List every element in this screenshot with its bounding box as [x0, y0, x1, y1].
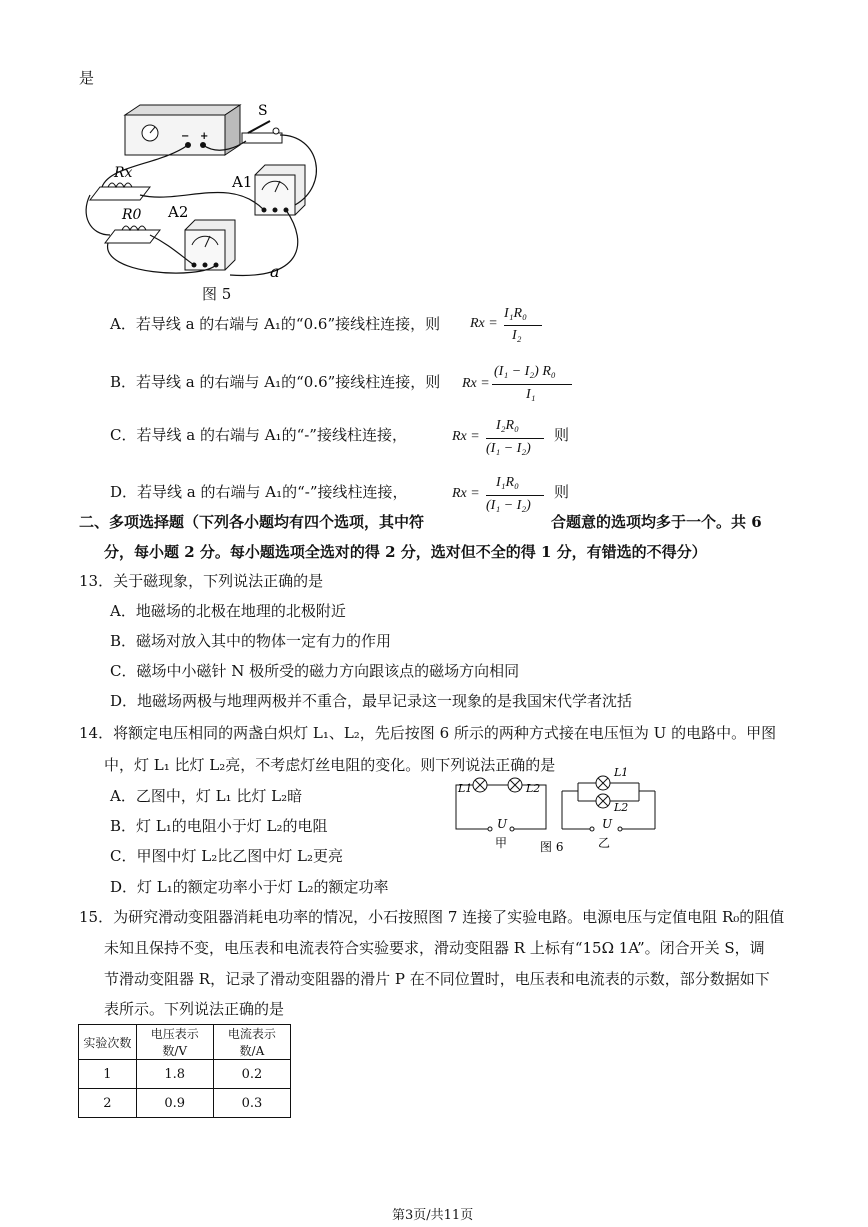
label-a: a [270, 262, 280, 281]
resistor-r0-icon [105, 226, 160, 243]
svg-text:L2: L2 [614, 801, 629, 814]
table-header-cell: 电流表示数/A [213, 1025, 290, 1060]
table-cell: 0.2 [213, 1060, 290, 1089]
formula-b: Rx = (I₁ − I₂) R₀ I₁ [462, 364, 582, 404]
section-2-heading-left: 二、多项选择题（下列各小题均有四个选项，其中符 [79, 513, 425, 531]
label-r0: R0 [122, 207, 142, 223]
q15-data-table [78, 1024, 291, 1118]
switch-icon [242, 121, 282, 143]
q15-stem-line2: 未知且保持不变，电压表和电流表符合实验要求，滑动变阻器 R 上标有“15Ω 1A”。闭合开关 S，调 [104, 939, 765, 957]
q15-stem-line1: 15．为研究滑动变阻器消耗电功率的情况，小石按照图 7 连接了实验电路。电源电压与定值电阻 R₀的阻值 [79, 908, 785, 926]
table-cell: 1 [79, 1060, 137, 1089]
ammeter-a1-icon [255, 165, 305, 215]
page-footer: 第3页/共11页 [392, 1208, 474, 1223]
table-cell: 0.9 [136, 1089, 213, 1118]
figure-5-apparatus [80, 95, 350, 285]
label-a2: A2 [168, 203, 189, 221]
q14-option-d[interactable]: D．灯 L₁的额定功率小于灯 L₂的额定功率 [110, 878, 389, 896]
q14-option-c[interactable]: C．甲图中灯 L₂比乙图中灯 L₂更亮 [110, 847, 343, 865]
table-header-row [79, 1025, 291, 1060]
fig6-label-yi: 乙 [598, 836, 611, 850]
q15-stem-line3: 节滑动变阻器 R，记录了滑动变阻器的滑片 P 在不同位置时，电压表和电流表的示数，部分数据如下 [104, 970, 770, 988]
table-row [79, 1089, 291, 1118]
q13-option-a[interactable]: A．地磁场的北极在地理的北极附近 [110, 602, 346, 620]
table-header-cell: 实验次数 [79, 1025, 137, 1060]
q13-option-c[interactable]: C．磁场中小磁针 N 极所受的磁力方向跟该点的磁场方向相同 [110, 662, 520, 680]
svg-text:+: + [200, 131, 209, 142]
formula-d: Rx = I₁R₀ (I₁ − I₂) [452, 475, 552, 517]
table-cell: 1.8 [136, 1060, 213, 1089]
formula-a: Rx = I₁R₀ I₂ [470, 306, 550, 346]
label-s: S [258, 103, 268, 119]
section-2-heading-right: 合题意的选项均多于一个。共 6 [551, 513, 762, 531]
svg-text:U: U [497, 817, 508, 831]
power-supply-icon [125, 105, 240, 155]
formula-c: Rx = I₂R₀ (I₁ − I₂) [452, 418, 552, 460]
table-header-cell: 电压表示数/V [136, 1025, 213, 1060]
label-rx: Rx [114, 165, 133, 181]
figure-5-caption: 图 5 [202, 285, 232, 303]
table-cell: 2 [79, 1089, 137, 1118]
label-a1: A1 [232, 173, 253, 191]
table-cell: 0.3 [213, 1089, 290, 1118]
q14-stem-line1: 14．将额定电压相同的两盏白炽灯 L₁、L₂，先后按图 6 所示的两种方式接在电压恒为 U 的电路中。甲图 [79, 724, 777, 742]
q14-option-b[interactable]: B．灯 L₁的电阻小于灯 L₂的电阻 [110, 817, 328, 835]
resistor-rx-icon [90, 183, 150, 200]
svg-text:U: U [602, 817, 613, 831]
q13-option-b[interactable]: B．磁场对放入其中的物体一定有力的作用 [110, 632, 392, 650]
section-2-scoring: 分，每小题 2 分。每小题选项全选对的得 2 分，选对但不全的得 1 分，有错选的不得分） [104, 543, 707, 561]
fig6-caption: 图 6 [540, 840, 564, 854]
svg-text:L2: L2 [526, 782, 541, 795]
q13-option-d[interactable]: D．地磁场两极与地理两极并不重合，最早记录这一现象的是我国宋代学者沈括 [110, 692, 633, 710]
q13-stem: 13．关于磁现象，下列说法正确的是 [79, 572, 324, 590]
svg-text:−: − [181, 131, 190, 142]
table-row [79, 1060, 291, 1089]
svg-text:L1: L1 [458, 782, 473, 795]
ammeter-a2-icon [185, 220, 235, 270]
figure-6-circuits [450, 765, 665, 855]
q14-stem-line2: 中，灯 L₁ 比灯 L₂亮，不考虑灯丝电阻的变化。则下列说法正确的是 [104, 756, 556, 774]
q15-stem-line4: 表所示。下列说法正确的是 [104, 1000, 285, 1018]
fig6-label-jia: 甲 [495, 836, 508, 850]
svg-text:L1: L1 [614, 766, 629, 779]
header-fragment: 是 [79, 69, 95, 87]
q14-option-a[interactable]: A．乙图中，灯 L₁ 比灯 L₂暗 [110, 787, 303, 805]
